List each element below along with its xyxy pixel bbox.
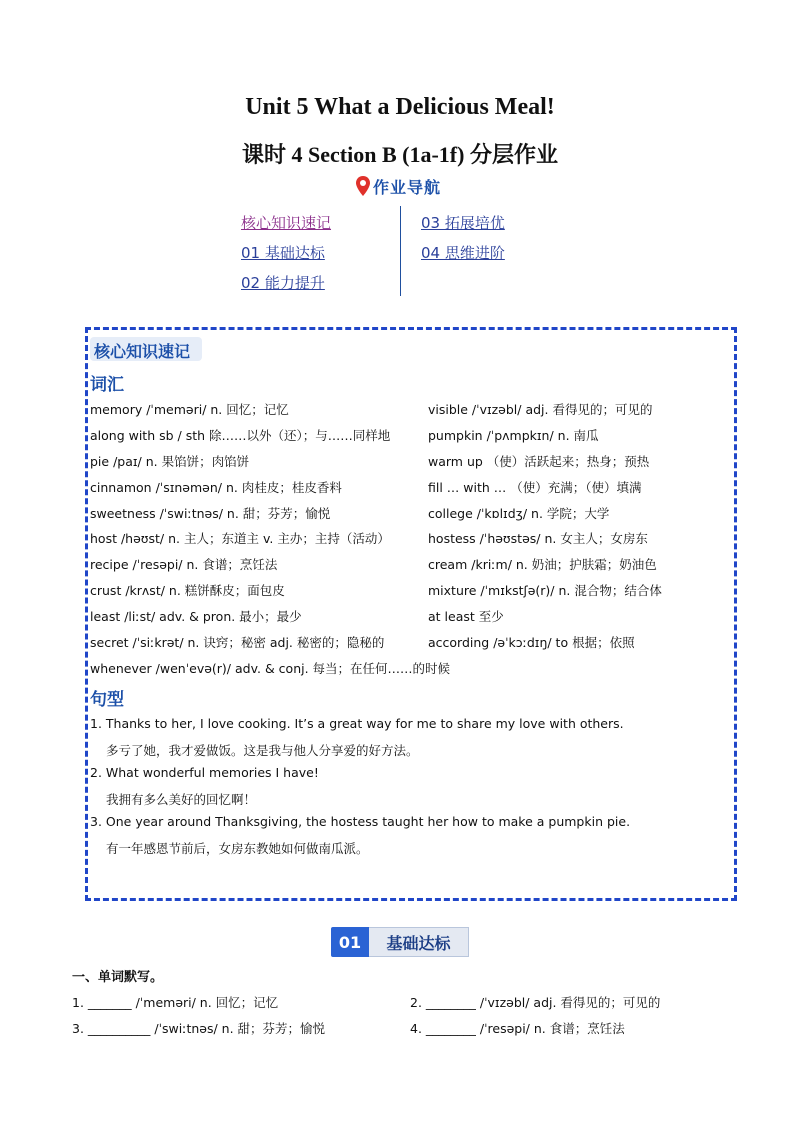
vocab-item: whenever /wenˈevə(r)/ adv. & conj. 每当；在任何……的时候 — [90, 661, 451, 676]
exercise-item: 3. __________ /ˈswiːtnəs/ n. 甜；芬芳；愉悦 — [72, 1021, 326, 1036]
nav-link-extension[interactable]: 03 拓展培优 — [421, 214, 505, 232]
vocab-item: least /liːst/ adv. & pron. 最小；最少 — [90, 609, 302, 624]
sentence-heading: 句型 — [90, 690, 124, 710]
nav-badge-label: 作业导航 — [373, 177, 442, 197]
exercise-item: 2. ________ /ˈvɪzəbl/ adj. 看得见的；可见的 — [410, 995, 661, 1010]
vocab-item: warm up （使）活跃起来；热身；预热 — [428, 454, 650, 469]
sentence-english: 1. Thanks to her, I love cooking. It’s a great way for me to share my love with others. — [90, 716, 624, 731]
vocab-item: pie /paɪ/ n. 果馅饼；肉馅饼 — [90, 454, 250, 469]
vocab-heading: 词汇 — [90, 375, 124, 395]
sentence-english: 2. What wonderful memories I have! — [90, 765, 319, 780]
vocab-item: mixture /ˈmɪkstʃə(r)/ n. 混合物；结合体 — [428, 583, 662, 598]
vocab-item: sweetness /ˈswiːtnəs/ n. 甜；芬芳；愉悦 — [90, 506, 331, 521]
section-number: 01 — [331, 927, 369, 957]
nav-link-core-knowledge[interactable]: 核心知识速记 — [241, 214, 332, 232]
section-badge — [331, 927, 469, 957]
vocab-item: college /ˈkɒlɪdʒ/ n. 学院；大学 — [428, 506, 610, 521]
vocab-item: memory /ˈmeməri/ n. 回忆；记忆 — [90, 402, 289, 417]
nav-badge — [356, 174, 441, 198]
nav-link-thinking[interactable]: 04 思维进阶 — [421, 244, 505, 262]
sentence-chinese: 有一年感恩节前后，女房东教她如何做南瓜派。 — [106, 841, 369, 856]
vocab-item: according /əˈkɔːdɪŋ/ to 根据；依照 — [428, 635, 635, 650]
vocab-item: cream /kriːm/ n. 奶油；护肤霜；奶油色 — [428, 557, 657, 572]
nav-link-ability[interactable]: 02 能力提升 — [241, 274, 325, 292]
page-subtitle: 课时 4 Section B (1a-1f) 分层作业 — [242, 142, 558, 167]
knowledge-title: 核心知识速记 — [94, 342, 191, 361]
exercise-heading: 一、单词默写。 — [72, 970, 164, 985]
vocab-item: hostess /ˈhəʊstəs/ n. 女主人；女房东 — [428, 531, 648, 546]
vocab-item: cinnamon /ˈsɪnəmən/ n. 肉桂皮；桂皮香料 — [90, 480, 342, 495]
nav-divider — [400, 206, 401, 296]
location-pin-icon — [356, 176, 370, 196]
vocab-item: secret /ˈsiːkrət/ n. 诀窍；秘密 adj. 秘密的；隐秘的 — [90, 635, 385, 650]
vocab-item: pumpkin /ˈpʌmpkɪn/ n. 南瓜 — [428, 428, 599, 443]
nav-link-basic[interactable]: 01 基础达标 — [241, 244, 325, 262]
section-label: 基础达标 — [369, 927, 469, 957]
exercise-item: 4. ________ /ˈresəpi/ n. 食谱；烹饪法 — [410, 1021, 625, 1036]
vocab-item: at least 至少 — [428, 609, 504, 624]
vocab-item: recipe /ˈresəpi/ n. 食谱；烹饪法 — [90, 557, 278, 572]
vocab-item: host /həʊst/ n. 主人；东道主 v. 主办；主持（活动） — [90, 531, 390, 546]
vocab-item: visible /ˈvɪzəbl/ adj. 看得见的；可见的 — [428, 402, 653, 417]
sentence-chinese: 多亏了她，我才爱做饭。这是我与他人分享爱的好方法。 — [106, 743, 419, 758]
vocab-item: fill … with … （使）充满；（使）填满 — [428, 480, 642, 495]
page-title: Unit 5 What a Delicious Meal! — [245, 94, 555, 120]
vocab-item: along with sb / sth 除……以外（还）；与……同样地 — [90, 428, 391, 443]
sentence-chinese: 我拥有多么美好的回忆啊！ — [106, 792, 257, 807]
vocab-item: crust /krʌst/ n. 糕饼酥皮；面包皮 — [90, 583, 285, 598]
exercise-item: 1. _______ /ˈmeməri/ n. 回忆；记忆 — [72, 995, 279, 1010]
sentence-english: 3. One year around Thanksgiving, the hostess taught her how to make a pumpkin pie. — [90, 814, 631, 829]
